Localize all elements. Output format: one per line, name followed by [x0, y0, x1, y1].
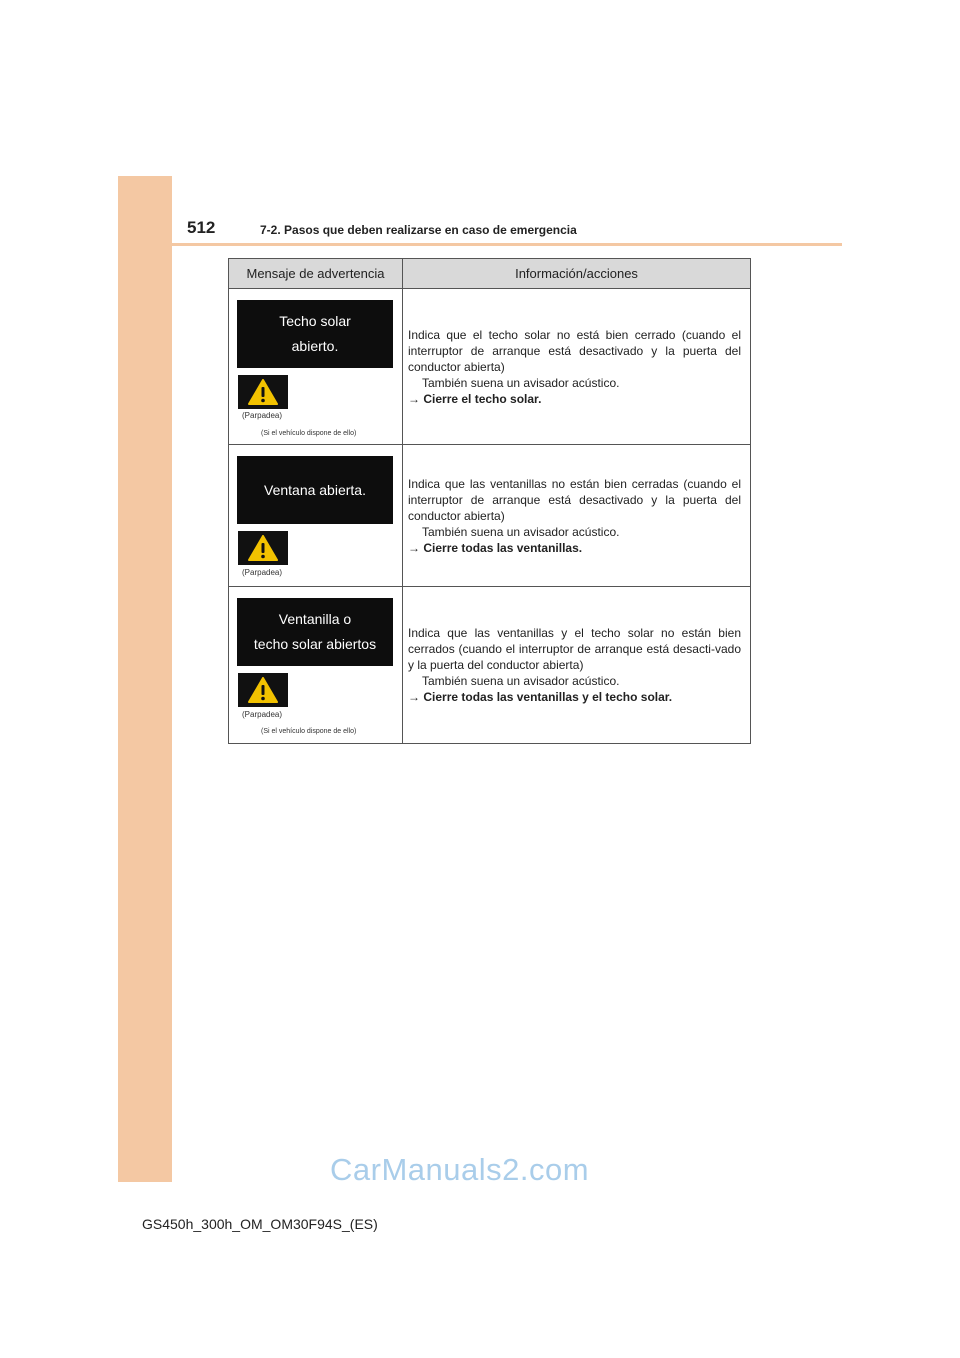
warning-triangle-icon	[238, 375, 288, 409]
description-text: Indica que el techo solar no está bien cerrado (cuando el interruptor de arranque está desactivado y la puerta del conductor abierta)	[408, 327, 741, 374]
action-text: Cierre el techo solar.	[423, 391, 542, 406]
warning-triangle-icon	[238, 531, 288, 565]
action-text: Cierre todas las ventanillas.	[423, 540, 583, 555]
display-screen: Techo solar abierto.	[237, 300, 393, 368]
display-screen: Ventana abierta.	[237, 456, 393, 524]
column-header-info: Información/acciones	[403, 259, 751, 289]
watermark-text: CarManuals2.com	[330, 1152, 590, 1187]
sound-note: También suena un avisador acústico.	[422, 375, 620, 390]
blink-label: (Parpadea)	[242, 568, 283, 577]
section-title: 7-2. Pasos que deben realizarse en caso de emergencia	[260, 223, 577, 237]
side-color-band	[118, 176, 172, 1182]
info-cell	[403, 587, 751, 744]
sound-note: También suena un avisador acústico.	[422, 674, 620, 688]
sound-note: También suena un avisador acústico.	[422, 524, 620, 539]
message-cell	[229, 445, 403, 587]
table-row	[229, 587, 751, 744]
action-text: Cierre todas las ventanillas y el techo solar.	[423, 690, 673, 704]
header-rule	[118, 243, 842, 246]
table-row	[229, 445, 751, 587]
table-header-row	[229, 259, 751, 289]
blink-label: (Parpadea)	[242, 710, 283, 719]
warning-message-table	[228, 258, 751, 744]
info-cell	[403, 445, 751, 587]
footer-document-code: GS450h_300h_OM_OM30F94S_(ES)	[142, 1216, 378, 1232]
blink-label: (Parpadea)	[242, 411, 283, 420]
arrow-icon: →	[408, 540, 420, 555]
page-header	[118, 176, 842, 246]
display-screen: Ventanilla o techo solar abiertos	[237, 598, 393, 666]
arrow-icon: →	[408, 391, 420, 406]
message-cell	[229, 289, 403, 445]
message-cell	[229, 587, 403, 744]
column-header-message: Mensaje de advertencia	[229, 259, 403, 289]
action-line	[408, 391, 741, 407]
page-number: 512	[187, 218, 216, 237]
info-cell	[403, 289, 751, 445]
arrow-icon: →	[408, 690, 420, 704]
condition-label: (Si el vehículo dispone de ello)	[261, 430, 357, 437]
description-text: Indica que las ventanillas y el techo solar no están bien cerrados (cuando el interruptor de arranque está desacti-vado y la puerta del conductor abierta)	[408, 626, 741, 672]
warning-triangle-icon	[238, 673, 288, 707]
action-line	[408, 689, 741, 705]
table-row	[229, 289, 751, 445]
description-text: Indica que las ventanillas no están bien cerradas (cuando el interruptor de arranque está desactivado y la puerta del conductor abierta)	[408, 476, 741, 523]
action-line	[408, 540, 741, 556]
condition-label: (Si el vehículo dispone de ello)	[261, 728, 357, 735]
